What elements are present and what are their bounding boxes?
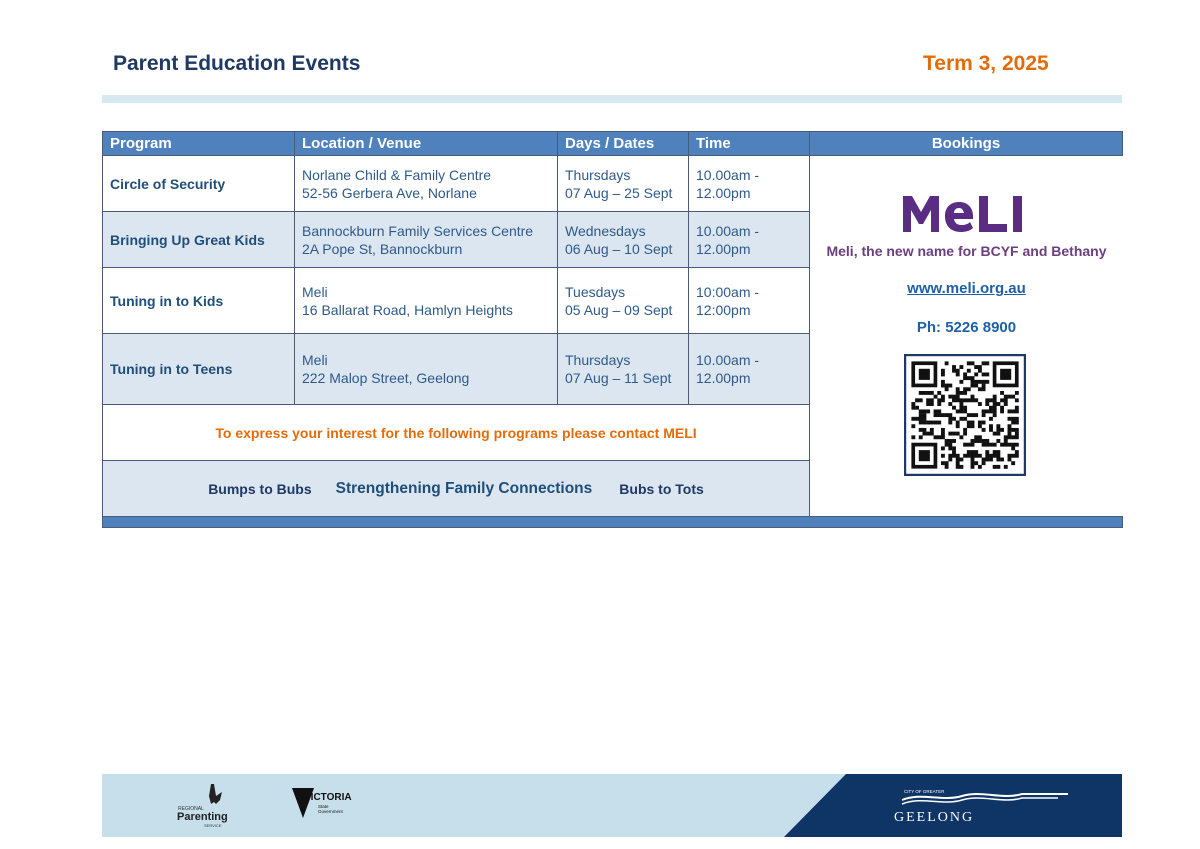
regional-parenting-logo [176, 782, 236, 828]
victoria-state-government-logo [290, 784, 354, 826]
table-row-location [295, 156, 558, 212]
days: Thursdays [565, 166, 631, 183]
time-end: 12.00pm [696, 370, 751, 386]
time-start: 10.00am - [696, 166, 760, 183]
column-header-program: Program [103, 132, 295, 156]
table-row-location [295, 212, 558, 268]
program-bubs-to-tots: Bubs to Tots [619, 480, 704, 497]
footer-band [102, 774, 1122, 837]
days: Thursdays [565, 352, 631, 368]
table-row-program: Circle of Security [103, 156, 295, 212]
other-programs [103, 461, 810, 517]
contact-note: To express your interest for the following programs please contact MELI [103, 405, 810, 461]
dates: 05 Aug – 09 Sept [565, 301, 673, 318]
column-header-days: Days / Dates [558, 132, 689, 156]
table-row-time [689, 334, 810, 405]
table-row-program: Tuning in to Kids [103, 268, 295, 334]
parenting-logo-text: Parenting [177, 811, 228, 823]
svg-text:SERVICE: SERVICE [204, 823, 222, 828]
table-row-location [295, 334, 558, 405]
column-header-location: Location / Venue [295, 132, 558, 156]
meli-logo [903, 194, 1025, 232]
table-row-dates [558, 212, 689, 268]
days: Wednesdays [565, 222, 646, 239]
column-header-bookings: Bookings [810, 132, 1122, 156]
location-name: Meli [302, 352, 328, 368]
svg-text:Government: Government [318, 809, 343, 814]
location-name: Norlane Child & Family Centre [302, 166, 492, 183]
meli-logo-text: MELI [903, 194, 906, 195]
geelong-logo-text: GEELONG [894, 810, 975, 825]
time-end: 12:00pm [696, 301, 751, 318]
qr-code[interactable] [904, 354, 1026, 476]
meli-tagline: Meli, the new name for BCYF and Bethany [826, 243, 1107, 259]
table-row-dates [558, 268, 689, 334]
victoria-logo-text: VICTORIA [304, 792, 352, 803]
svg-text:CITY OF GREATER: CITY OF GREATER [904, 789, 945, 794]
top-divider [102, 95, 1122, 103]
column-header-time: Time [689, 132, 810, 156]
bookings-panel [810, 156, 1123, 517]
time-start: 10:00am - [696, 283, 760, 300]
time-end: 12.00pm [696, 184, 751, 201]
city-of-greater-geelong-logo [882, 786, 1082, 826]
time-start: 10.00am - [696, 222, 760, 239]
location-address: 2A Pope St, Bannockburn [302, 240, 463, 257]
table-row-time [689, 268, 810, 334]
svg-text:REGIONAL: REGIONAL [178, 806, 204, 812]
location-address: 16 Ballarat Road, Hamlyn Heights [302, 301, 513, 318]
location-name: Meli [302, 283, 328, 300]
dates: 07 Aug – 25 Sept [565, 184, 673, 201]
program-strengthening-family-connections: Strengthening Family Connections [335, 479, 593, 497]
events-table [102, 131, 1123, 528]
table-footer-bar [103, 517, 1122, 527]
time-end: 12.00pm [696, 240, 751, 257]
table-row-dates [558, 334, 689, 405]
term-title: Term 3, 2025 [923, 52, 1049, 75]
table-row-time [689, 156, 810, 212]
location-name: Bannockburn Family Services Centre [302, 222, 534, 239]
location-address: 222 Malop Street, Geelong [302, 370, 470, 386]
table-row-time [689, 212, 810, 268]
location-address: 52-56 Gerbera Ave, Norlane [302, 184, 477, 201]
svg-text:State: State [318, 804, 329, 809]
table-row-location [295, 268, 558, 334]
dates: 07 Aug – 11 Sept [565, 370, 672, 386]
table-row-program: Tuning in to Teens [103, 334, 295, 405]
table-row-dates [558, 156, 689, 212]
dates: 06 Aug – 10 Sept [565, 240, 673, 257]
days: Tuesdays [565, 283, 626, 300]
meli-website-link[interactable]: www.meli.org.au [907, 280, 1026, 297]
meli-phone: Ph: 5226 8900 [916, 319, 1017, 336]
table-row-program: Bringing Up Great Kids [103, 212, 295, 268]
page-title: Parent Education Events [113, 52, 361, 75]
program-bumps-to-bubs: Bumps to Bubs [208, 480, 312, 497]
time-start: 10.00am - [696, 352, 760, 368]
